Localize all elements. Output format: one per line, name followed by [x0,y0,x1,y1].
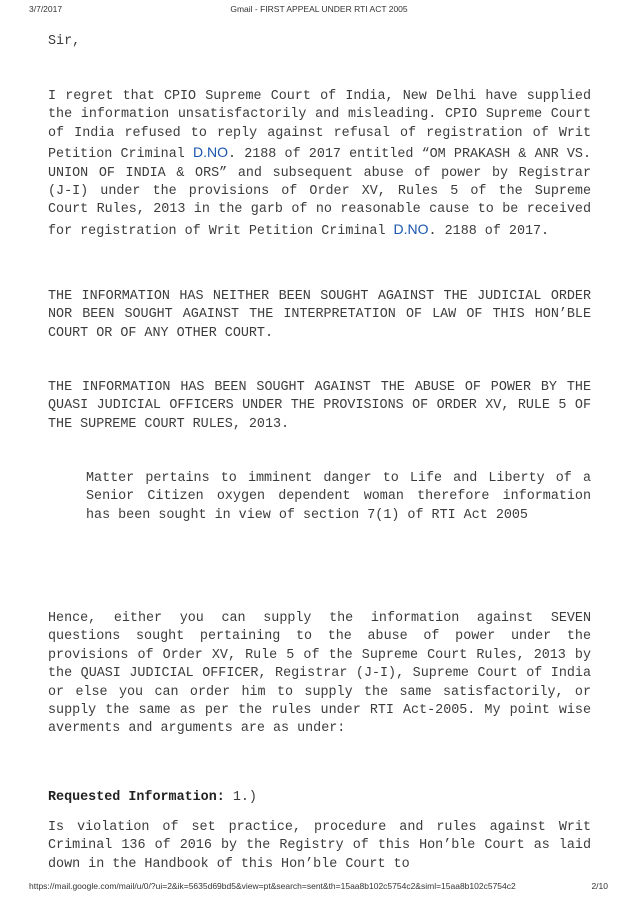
paragraph-violation: Is violation of set practice, procedure and rules against Writ Criminal 136 of 2016 by the Registry of this Hon’ble Court as laid down in the Handbook of this Hon’ble Court to [48,820,591,872]
print-title: Gmail - FIRST APPEAL UNDER RTI ACT 2005 [230,4,408,14]
requested-information-number: 1.) [224,790,257,805]
requested-information-heading [48,789,591,807]
print-date: 3/7/2017 [29,4,63,14]
requested-information-label: Requested Information: [48,790,225,805]
print-footer [0,881,638,893]
salutation: Sir, [48,34,81,49]
dno-link: D.NO [393,220,429,237]
paragraph-abuse-of-power: THE INFORMATION HAS BEEN SOUGHT AGAINST THE ABUSE OF POWER BY THE QUASI JUDICIAL OFFICERS UNDER THE PROVISIONS OF ORDER XV, RULE 5 OF THE SUPREME COURT RULES, 2013. [48,380,591,432]
print-header [0,4,638,16]
paragraph-danger-to-life: Matter pertains to imminent danger to Life and Liberty of a Senior Citizen oxygen dependent woman therefore information has been sought in view of section 7(1) of RTI Act 2005 [86,471,591,523]
dno-link: D.NO [192,144,228,161]
paragraph-hence: Hence, either you can supply the information against SEVEN questions sought pertaining to the abuse of power under the provisions of Order XV, Rule 5 of the Supreme Court Rules, 2013 by the QUASI JUDICIAL OFFICER, Registrar (J-I), Supreme Court of India or else you can order him to supply the same satisfactorily, or supply the same as per the rules under RTI Act-2005. My point wise averments and arguments are as under: [48,611,591,737]
page-number: 2/10 [591,881,608,891]
paragraph-complaint: I regret that CPIO Supreme Court of India, New Delhi have supplied the information unsatisfactorily and misleading. CPIO Supreme Court of India refused to reply against refusal of registration of Writ Petition Criminal D.NO. 2188 of 2017 entitled “OM PRAKASH & ANR VS. UNION OF INDIA & ORS” and subsequent abuse of power by Registrar (J-I) under the provisions of Order XV, Rules 5 of the Supreme Court Rules, 2013 in the garb of no reasonable cause to be received for registration of Writ Petition Criminal D.NO. 2188 of 2017. [48,89,591,239]
paragraph-not-judicial: THE INFORMATION HAS NEITHER BEEN SOUGHT AGAINST THE JUDICIAL ORDER NOR BEEN SOUGHT AGAINST THE INTERPRETATION OF LAW OF THIS HON’BLE COURT OR OF ANY OTHER COURT. [48,289,591,341]
print-url: https://mail.google.com/mail/u/0/?ui=2&ik=5635d69bd5&view=pt&search=sent&th=15aa8b102c5754c2&siml=15aa8b102c5754c2 [29,881,516,891]
